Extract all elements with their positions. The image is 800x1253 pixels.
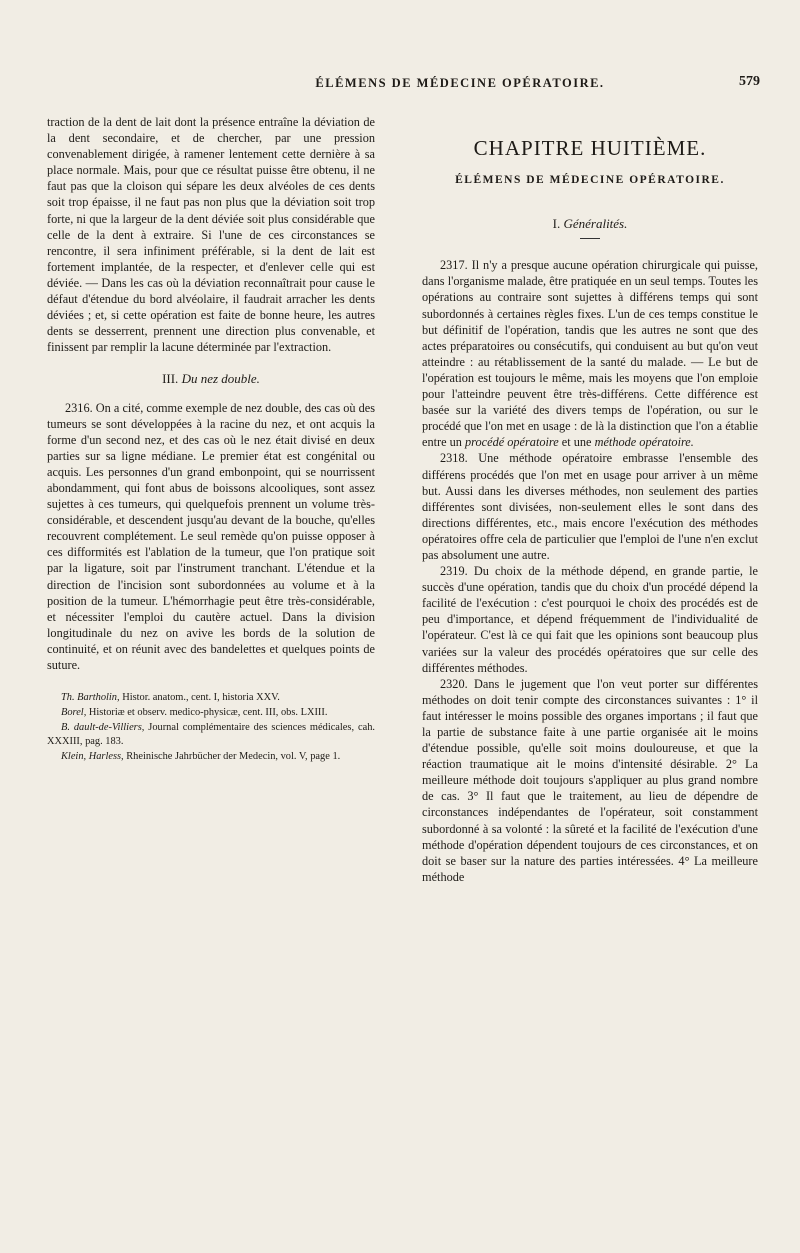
reference-item xyxy=(47,750,375,764)
reference-item xyxy=(47,691,375,705)
paragraph-text: Dans le jugement que l'on veut porter sur différentes méthodes on doit tenir compte des circonstances suivantes : 1° il faut intéresser le moins possible des organes importans ; il faut que la partie de substance faite à une partie organisée ait le moins d'étendue possible, qu'elle soit moins douloureuse, et que la réaction traumatique ait le moins d'intensité désirable. 2° La meilleure méthode doit toujours s'appliquer au plus grand nombre de cas. 3° Il faut que le traitement, au lieu de dépendre de circonstances indépendantes de l'opérateur, soit constamment subordonné à sa volonté : la sûreté et la facilité de l'exécution d'une méthode d'opération dépendent toujours de ces circonstances, et on doit se baser sur la nature des parties intéressées. 4° La meilleure méthode xyxy=(422,676,758,884)
paragraph-text: Du choix de la méthode dépend, en grande partie, le succès d'une opération, tandis que du choix d'un procédé dépend la facilité de l'exécution : c'est pourquoi le choix des procédés est de peu d'importance, et dépend fréquemment de l'individualité de l'opérateur. C'est là ce qui fait que les opinions sont beaucoup plus variées sur la valeur des procédés opératoires que sur celle des différentes méthodes. xyxy=(422,564,758,675)
paragraph-continued: traction de la dent de lait dont la présence entraîne la déviation de la dent secondaire, et de chercher, par une pression convenablement dirigée, à ramener lentement cette dernière à sa place normale. Mais, pour que ce résultat puisse être obtenu, il ne faut pas que la cloison qui sépare les deux alvéoles de ces dents soit trop épaisse, il ne faut pas non plus que la déviation soit trop forte, ni que la largeur de la dent déviée soit plus considérable que celle de la dent à extraire. Si l'une de ces circonstances se rencontre, il sera infiniment préférable, si la dent de lait est fortement implantée, de la respecter, et d'enlever celle qui est déviée. — Dans les cas où la déviation reconnaîtrait pour cause le défaut d'étendue du bord alvéolaire, il faudrait arracher les dents déviées ; et, si cette opération est faite de bonne heure, les autres dents se desserrent, prennent une direction plus convenable, et finissent par remplir la lacune déterminée par l'extraction. xyxy=(47,115,375,355)
section-numeral: I. xyxy=(552,216,561,232)
section-title: Généralités. xyxy=(563,216,628,232)
paragraph-number: 2317. xyxy=(440,258,468,273)
references xyxy=(47,691,375,764)
reference-text: Histor. anatom., cent. I, historia XXV. xyxy=(119,692,280,704)
reference-item xyxy=(47,706,375,720)
paragraph-text: Une méthode opératoire embrasse l'ensemble des différens procédés que l'on met en usage pour arriver à un même but. Aussi dans les diverses méthodes, non seulement des parties différentes sont divisées, non-seulement elles le sont dans des directions différentes, etc., mais encore l'exécution des méthodes opératoires offre cela de particulier que l'emploi de l'une n'en exclut pas absolument une autre. xyxy=(422,451,758,562)
section-heading-generalites xyxy=(422,216,758,232)
divider xyxy=(580,238,600,239)
reference-item xyxy=(47,721,375,749)
paragraph-2316 xyxy=(47,400,375,674)
right-column xyxy=(422,114,758,885)
paragraph-text: On a cité, comme exemple de nez double, des cas où des tumeurs se sont développées à la racine du nez, et ont acquis la forme d'un second nez, et des cas où le nez était divisé en deux parties sur sa ligne médiane. Le premier état est congénital ou acquis. Les personnes d'un grand embonpoint, qui se nourrissent abondamment, qui font abus de boissons alcooliques, sont assez sujettes à ces tumeurs, qui quelquefois prennent un volume très-considérable, et descendent jusqu'au devant de la bouche, qu'elles recouvrent complétement. Le seul remède qu'on puisse opposer à ces difformités est l'ablation de la tumeur, que l'on pratique soit par la ligature, soit par l'instrument tranchant. L'étendue et la direction de l'incision sont subordonnées au volume et à la position de la tumeur. L'hémorrhagie peut être très-considérable, et nécessiter l'emploi du cautère actuel. Dans la division longitudinale du nez on avive les bords de la solution de continuité, et on réunit avec des bandelettes et quelques points de suture. xyxy=(47,400,376,672)
reference-author: B. dault-de-Villiers, xyxy=(61,722,145,734)
running-title: ÉLÉMENS DE MÉDECINE OPÉRATOIRE. xyxy=(315,76,605,90)
paragraph-text: Il n'y a presque aucune opération chirurgicale qui puisse, dans l'organisme malade, être pratiquée en un seul temps. Toutes les opérations au contraire sont sujettes à différens temps qui sont subordonnés à certaines règles fixes. L'un de ces temps constitue le but définitif de l'opération, tandis que les autres ne sont que des actes préparatoires ou consécutifs, qui conduisent au but qu'on veut atteindre : au rétablissement de la santé du malade. — Le but de l'opération est toujours le même, mais les moyens que l'on emploie pour l'atteindre peuvent être très-différens. Cette différence est basée sur la variété des divers temps de l'opération, ou sur le procédé que l'on met en usage : de là la distinction que l'on a établie entre un xyxy=(422,258,758,450)
reference-author: Borel, xyxy=(61,707,87,719)
paragraph-2317 xyxy=(422,257,758,450)
paragraph-number: 2318. xyxy=(440,451,468,466)
paragraph-number: 2320. xyxy=(440,676,468,691)
paragraph-2318 xyxy=(422,450,758,563)
section-heading-nez-double xyxy=(47,371,375,387)
reference-text: Historiæ et observ. medico-physicæ, cent. III, obs. LXIII. xyxy=(86,707,328,719)
section-numeral: III. xyxy=(162,371,179,387)
paragraph-2319 xyxy=(422,563,758,676)
emphasis-methode: méthode opératoire. xyxy=(594,435,694,450)
chapter-title: CHAPITRE HUITIÈME. xyxy=(473,136,707,160)
section-title: Du nez double. xyxy=(181,371,260,387)
paragraph-text: et une xyxy=(558,435,595,450)
paragraph-2320 xyxy=(422,676,758,885)
reference-author: Th. Bartholin, xyxy=(61,692,120,704)
paragraph-number: 2319. xyxy=(440,564,468,579)
reference-text: Rheinische Jahrbücher der Medecin, vol. V, page 1. xyxy=(123,751,341,763)
left-column xyxy=(47,114,375,765)
emphasis-procede: procédé opératoire xyxy=(465,435,559,450)
chapter-subtitle: ÉLÉMENS DE MÉDECINE OPÉRATOIRE. xyxy=(455,174,725,187)
reference-author: Klein, Harless, xyxy=(61,751,124,763)
reference-text: Journal complémentaire des sciences médicales, cah. XXXIII, pag. 183. xyxy=(47,722,375,748)
paragraph-number: 2316. xyxy=(65,400,93,415)
page-number: 579 xyxy=(739,74,760,89)
